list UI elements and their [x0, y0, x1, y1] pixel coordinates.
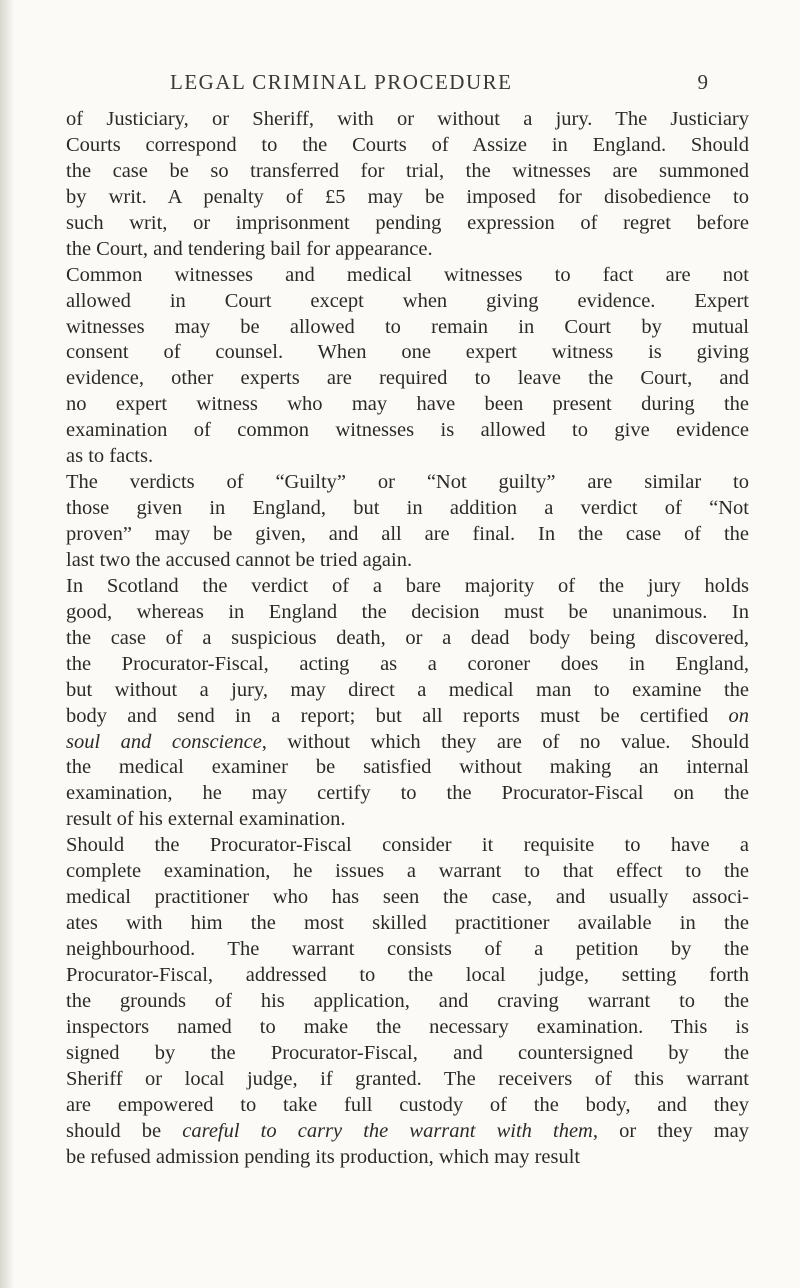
- text-segment: the medical examiner be satisfied without making an internal: [66, 756, 749, 779]
- text-segment: body and send in a report; but all reports must be certified: [66, 704, 729, 727]
- text-segment: inspectors named to make the necessary examination. This is: [66, 1015, 749, 1038]
- text-segment: allowed in Court except when giving evidence. Expert: [66, 289, 749, 312]
- text-segment: , or they may: [592, 1119, 750, 1142]
- text-segment: the grounds of his application, and craving warrant to the: [66, 989, 749, 1012]
- text-segment: examination of common witnesses is allowed to give evidence: [66, 419, 749, 442]
- text-line: [66, 937, 749, 963]
- text-line: [66, 652, 749, 678]
- italic-text: careful to carry the warrant with them: [182, 1119, 593, 1142]
- text-line: [66, 1145, 749, 1171]
- text-line: [66, 859, 749, 885]
- text-line: [66, 237, 749, 263]
- text-line: [66, 989, 749, 1015]
- text-segment: Sheriff or local judge, if granted. The receivers of this warrant: [66, 1067, 749, 1090]
- text-line: [66, 418, 749, 444]
- text-line: [66, 1067, 749, 1093]
- text-line: [66, 963, 749, 989]
- text-segment: but without a jury, may direct a medical man to examine the: [66, 678, 749, 701]
- text-segment: signed by the Procurator-Fiscal, and countersigned by the: [66, 1041, 749, 1064]
- text-segment: of Justiciary, or Sheriff, with or without a jury. The Justiciary: [66, 108, 749, 130]
- text-segment: the Court, and tendering bail for appearance.: [66, 237, 433, 260]
- page-number: 9: [697, 70, 708, 94]
- text-segment: In Scotland the verdict of a bare majority of the jury holds: [66, 574, 749, 597]
- text-segment: consent of counsel. When one expert witness is giving: [66, 341, 749, 364]
- text-line: [66, 704, 749, 730]
- running-head: [170, 70, 730, 98]
- text-segment: neighbourhood. The warrant consists of a petition by the: [66, 938, 749, 960]
- text-segment: Courts correspond to the Courts of Assize in England. Should: [66, 133, 749, 156]
- text-segment: result of his external examination.: [66, 808, 346, 831]
- text-segment: those given in England, but in addition a verdict of “Not: [66, 497, 749, 520]
- text-line: [66, 340, 749, 366]
- text-line: [66, 626, 749, 652]
- text-line: [66, 496, 749, 522]
- text-line: [66, 911, 749, 937]
- text-segment: the Procurator-Fiscal, acting as a coroner does in England,: [66, 652, 749, 675]
- text-line: [66, 833, 749, 859]
- text-line: [66, 755, 749, 781]
- text-line: [66, 781, 749, 807]
- text-segment: proven” may be given, and all are final. In the case of the: [66, 523, 749, 545]
- text-line: [66, 1015, 749, 1041]
- text-segment: last two the accused cannot be tried again.: [66, 548, 413, 571]
- text-line: [66, 289, 749, 315]
- text-segment: ates with him the most skilled practitioner available in the: [66, 912, 749, 935]
- text-line: [66, 574, 749, 600]
- text-line: [66, 470, 749, 496]
- text-segment: examination, he may certify to the Procurator-Fiscal on the: [66, 782, 749, 805]
- text-line: [66, 366, 749, 392]
- text-line: [66, 159, 749, 185]
- text-line: [66, 107, 749, 133]
- text-segment: medical practitioner who has seen the case, and usually associ-: [66, 886, 749, 909]
- text-segment: Procurator-Fiscal, addressed to the local judge, setting forth: [66, 963, 749, 986]
- text-segment: as to facts.: [66, 445, 154, 468]
- text-line: [66, 1041, 749, 1067]
- text-line: [66, 600, 749, 626]
- text-segment: , without which they are of no value. Should: [261, 730, 749, 753]
- text-segment: Should the Procurator-Fiscal consider it requisite to have a: [66, 834, 749, 857]
- text-line: [66, 678, 749, 704]
- text-segment: no expert witness who may have been present during the: [66, 393, 749, 416]
- text-segment: by writ. A penalty of £5 may be imposed for disobedience to: [66, 185, 749, 208]
- text-line: [66, 185, 749, 211]
- running-title: LEGAL CRIMINAL PROCEDURE: [170, 70, 513, 94]
- italic-text: soul and conscience: [66, 730, 262, 753]
- text-segment: such writ, or imprisonment pending expression of regret before: [66, 211, 749, 234]
- text-segment: The verdicts of “Guilty” or “Not guilty” are similar to: [66, 471, 749, 494]
- body-text: [66, 107, 749, 1170]
- text-segment: the case be so transferred for trial, the witnesses are summoned: [66, 159, 749, 182]
- text-line: [66, 548, 749, 574]
- text-line: [66, 1093, 749, 1119]
- text-segment: should be: [66, 1119, 183, 1142]
- text-line: [66, 133, 749, 159]
- italic-text: on: [728, 704, 749, 727]
- text-segment: be refused admission pending its production, which may result: [66, 1145, 581, 1168]
- text-line: [66, 730, 749, 756]
- text-line: [66, 392, 749, 418]
- text-segment: complete examination, he issues a warrant to that effect to the: [66, 860, 749, 883]
- text-line: [66, 1119, 749, 1145]
- text-line: [66, 444, 749, 470]
- text-line: [66, 807, 749, 833]
- text-segment: evidence, other experts are required to leave the Court, and: [66, 367, 749, 390]
- text-segment: Common witnesses and medical witnesses to fact are not: [66, 263, 749, 286]
- text-line: [66, 885, 749, 911]
- text-line: [66, 315, 749, 341]
- text-segment: good, whereas in England the decision must be unanimous. In: [66, 600, 749, 623]
- text-line: [66, 263, 749, 289]
- text-line: [66, 522, 749, 548]
- text-segment: witnesses may be allowed to remain in Court by mutual: [66, 315, 749, 338]
- text-line: [66, 211, 749, 237]
- page-binding-edge: [0, 0, 14, 1288]
- text-segment: the case of a suspicious death, or a dead body being discovered,: [66, 626, 749, 649]
- text-segment: are empowered to take full custody of the body, and they: [66, 1093, 749, 1116]
